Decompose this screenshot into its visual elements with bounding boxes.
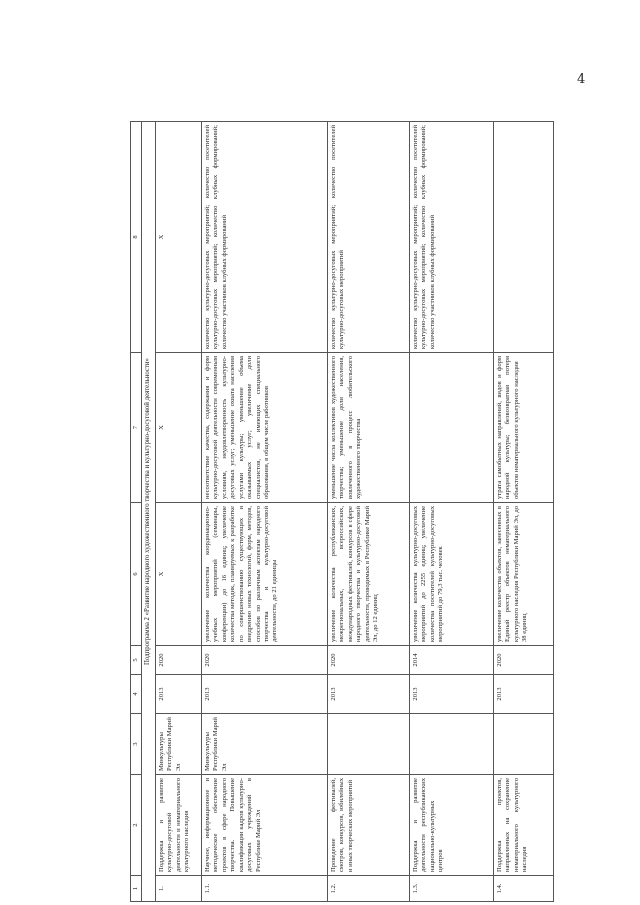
- end-year: 2020: [155, 646, 201, 675]
- row-number: 1.2.: [327, 876, 409, 902]
- executor: [409, 714, 493, 775]
- related-indicators: [493, 122, 553, 353]
- non-implementation-consequences: X: [155, 353, 201, 503]
- end-year: 2020: [493, 646, 553, 675]
- measure-name: Поддержка проектов, направленных на сохранение нематериального культурного наследия: [493, 775, 553, 876]
- executor: [493, 714, 553, 775]
- end-year: 2020: [327, 646, 409, 675]
- column-number: 4: [131, 675, 142, 714]
- start-year: 2013: [201, 675, 327, 714]
- program-measures-table: [130, 121, 554, 902]
- table-row: [155, 122, 201, 902]
- expected-result: увеличение количества координационно-учебных мероприятий (семинары, конференции) до 16 единиц; увеличение количества методик, планируемых к разработке по совершенствованию существующих и внедрению новых технологий, форм, методов, способов по различным аспектам народного творчества и культурно-досуговой деятельности, до 21 единицы: [201, 503, 327, 646]
- column-number: 6: [131, 503, 142, 646]
- table-row: [409, 122, 493, 902]
- measure-name: Поддержка и развитие деятельности республиканских национально-культурных центров: [409, 775, 493, 876]
- row-number: 1.4.: [493, 876, 553, 902]
- start-year: 2013: [409, 675, 493, 714]
- non-implementation-consequences: утрата самобытных направлений, видов и форм народной культуры; безвозвратная потеря объектов нематериального культурного наследия: [493, 353, 553, 503]
- rotated-table-container: [130, 122, 529, 902]
- measure-name: Проведение фестивалей, смотров, конкурсов, юбилейных и иных творческих мероприятий: [327, 775, 409, 876]
- measure-name: Поддержка и развитие культурно-досуговой деятельности и нематериального культурного наследия: [155, 775, 201, 876]
- related-indicators: количество культурно-досуговых мероприятий; количество посетителей культурно-досуговых мероприятий; количество клубных формирований; количество участников клубных формирований: [409, 122, 493, 353]
- related-indicators: количество культурно-досуговых мероприятий; количество посетителей культурно-досуговых мероприятий; количество клубных формирований; количество участников клубных формирований: [201, 122, 327, 353]
- column-number: 8: [131, 122, 142, 353]
- start-year: 2013: [493, 675, 553, 714]
- non-implementation-consequences: несоответствие качества, содержания и форм культурно-досуговой деятельности современным условиям, неудовлетворенность культурно-досуговых услуг; уменьшение охвата населения услугами культуры; уменьшение объема оказываемых услуг; увеличение доли специалистов, не имеющих специального образования, в общем числе работников: [201, 353, 327, 503]
- executor: [327, 714, 409, 775]
- related-indicators: количество культурно-досуговых мероприятий; количество посетителей культурно-досуговых мероприятий: [327, 122, 409, 353]
- non-implementation-consequences: уменьшение числа коллективов художественного творчества; уменьшение доли населения, вовлеченного в процесс любительского художественного творчества: [327, 353, 409, 503]
- start-year: 2013: [327, 675, 409, 714]
- page-number: 4: [577, 72, 586, 87]
- table-row: [201, 122, 327, 902]
- non-implementation-consequences: [409, 353, 493, 503]
- row-number: 1.1.: [201, 876, 327, 902]
- column-number: 1: [131, 876, 142, 902]
- column-number-row: [131, 122, 142, 902]
- row-number: 1.: [155, 876, 201, 902]
- subprogram-title: Подпрограмма 2 «Развитие народного художественного творчества и культурно-досуговой деятельности»: [142, 122, 156, 902]
- expected-result: увеличение количества объектов, занесенных в Единый реестр объектов нематериального культурного наследия Республики Марий Эл, до 38 единиц: [493, 503, 553, 646]
- measure-name: Научное, информационное и методическое обеспечение проектов в сфере народного творчества. Повышение квалификации кадров культурно-досуговых учреждений в Республике Марий Эл: [201, 775, 327, 876]
- related-indicators: X: [155, 122, 201, 353]
- start-year: 2013: [155, 675, 201, 714]
- subprogram-title-row: [142, 122, 156, 902]
- expected-result: X: [155, 503, 201, 646]
- row-number: 1.3.: [409, 876, 493, 902]
- executor: Минкультуры Республики Марий Эл: [201, 714, 327, 775]
- table-row: [493, 122, 553, 902]
- end-year: 2020: [201, 646, 327, 675]
- table-row: [327, 122, 409, 902]
- column-number: 2: [131, 775, 142, 876]
- expected-result: увеличение количества культурно-досуговых мероприятий до 2255 единиц; увеличение количества посетителей культурно-досуговых мероприятий до 79,3 тыс. человек: [409, 503, 493, 646]
- column-number: 3: [131, 714, 142, 775]
- executor: Минкультуры Республики Марий Эл: [155, 714, 201, 775]
- expected-result: увеличение количества республиканских, межрегиональных, всероссийских, международных фестивалей, конкурсов в сфере народного творчества и культурно-досуговой деятельности, проводимых в Республике Марий Эл, до 12 единиц: [327, 503, 409, 646]
- column-number: 7: [131, 353, 142, 503]
- end-year: 2014: [409, 646, 493, 675]
- column-number: 5: [131, 646, 142, 675]
